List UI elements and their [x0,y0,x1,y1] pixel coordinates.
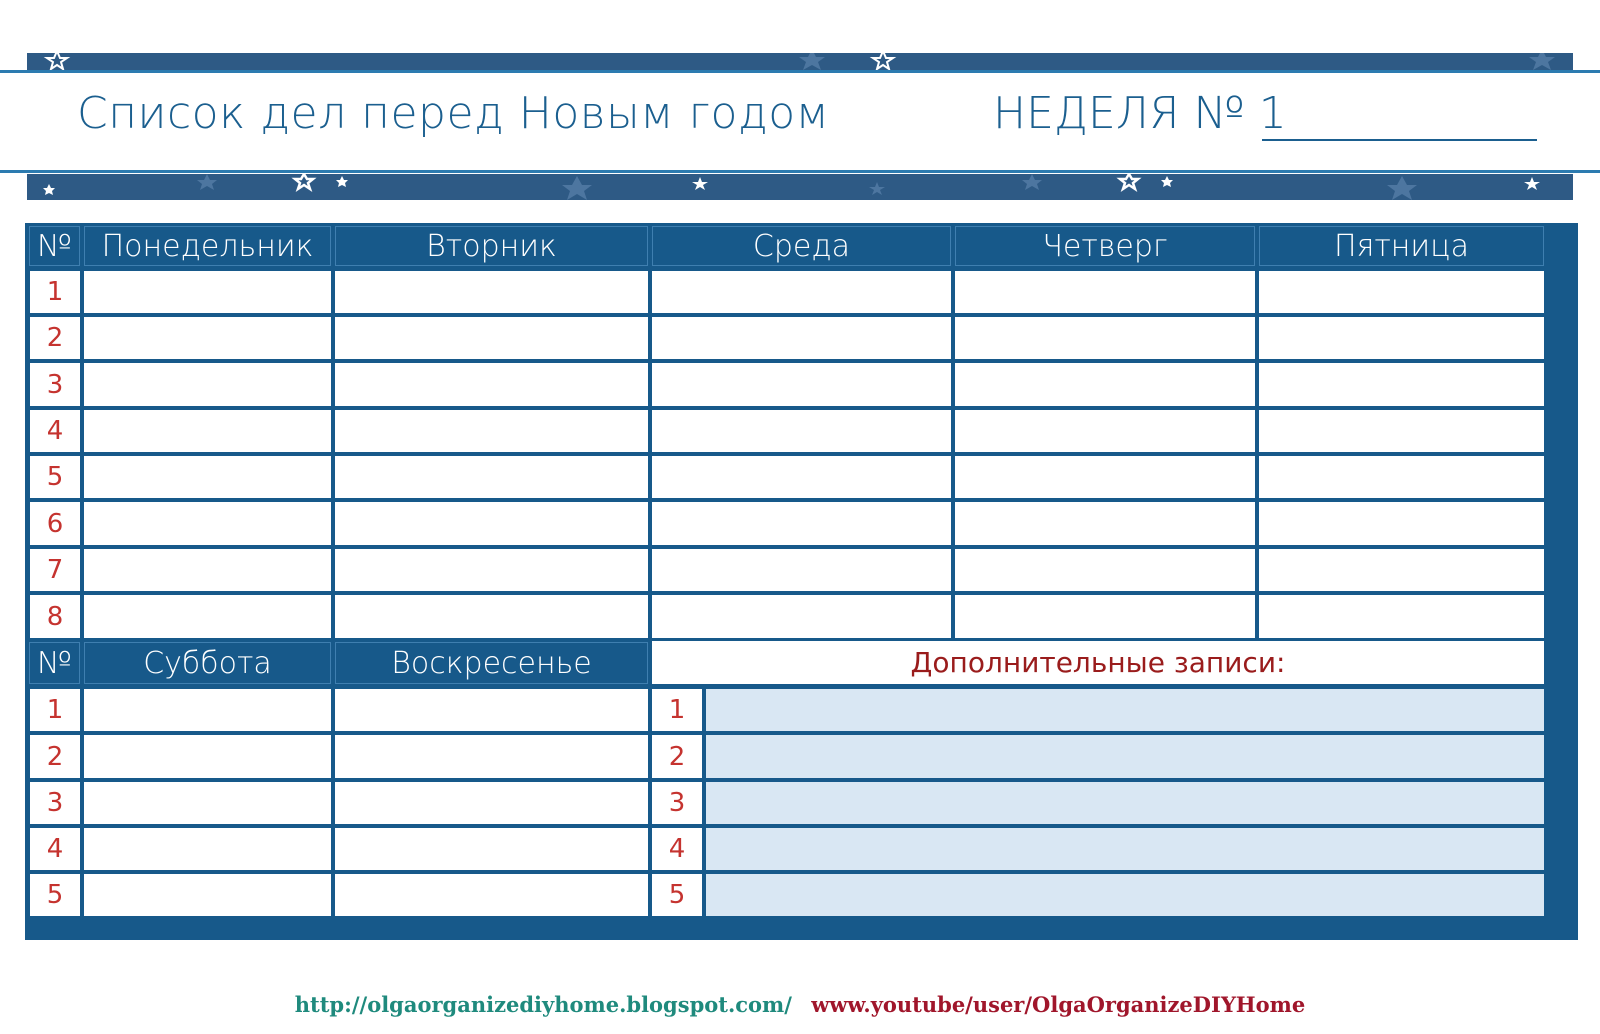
week-label: НЕДЕЛЯ № 1 [993,88,1287,139]
day-header-5: Пятница [1259,226,1544,266]
number-column-header: № [29,226,80,266]
notes-row-number: 2 [652,735,702,778]
task-cell[interactable] [1259,317,1544,359]
weekend-task-cell[interactable] [84,735,331,778]
star-icon [1120,174,1138,189]
day-header-2: Вторник [335,226,648,266]
task-cell[interactable] [1259,456,1544,498]
weekend-row-number: 3 [30,782,80,824]
blog-link[interactable]: http://olgaorganizediyhome.blogspot.com/ [294,992,792,1017]
task-cell[interactable] [84,549,331,591]
weekend-day-header-1: Суббота [84,642,331,684]
task-cell[interactable] [1259,271,1544,313]
task-cell[interactable] [84,410,331,452]
weekend-day-header-2: Воскресенье [335,642,648,684]
header-band-top [27,53,1573,71]
row-number: 7 [30,549,80,591]
weekend-task-cell[interactable] [84,689,331,731]
notes-cell[interactable] [706,735,1544,778]
task-cell[interactable] [955,363,1255,406]
notes-cell[interactable] [706,828,1544,870]
task-cell[interactable] [84,317,331,359]
task-cell[interactable] [1259,595,1544,638]
task-cell[interactable] [335,317,648,359]
star-icon [197,174,217,190]
weekend-task-cell[interactable] [335,828,648,870]
row-number: 4 [30,410,80,452]
task-cell[interactable] [955,549,1255,591]
header-rule-bottom [0,170,1600,173]
weekend-number-header: № [29,642,80,684]
task-cell[interactable] [652,271,951,313]
weekend-task-cell[interactable] [84,828,331,870]
notes-title: Дополнительные записи: [652,641,1544,684]
star-icon [562,176,592,200]
task-cell[interactable] [1259,410,1544,452]
star-icon [47,53,67,69]
star-icon [692,177,708,190]
week-blank-line[interactable] [1262,139,1537,141]
weekend-row-number: 2 [30,735,80,778]
page-title: Список дел перед Новым годом [77,88,830,139]
task-cell[interactable] [652,317,951,359]
notes-row-number: 1 [652,689,702,731]
task-cell[interactable] [955,410,1255,452]
task-cell[interactable] [84,595,331,638]
weekend-task-cell[interactable] [335,782,648,824]
weekend-row-number: 4 [30,828,80,870]
header-rule-top [0,70,1600,73]
task-cell[interactable] [335,549,648,591]
day-header-3: Среда [652,226,951,266]
task-cell[interactable] [84,271,331,313]
notes-cell[interactable] [706,874,1544,916]
star-icon [295,174,313,189]
task-cell[interactable] [652,456,951,498]
stars-pattern-bottom [27,174,1573,200]
task-cell[interactable] [955,317,1255,359]
footer-links [0,992,1600,1017]
notes-cell[interactable] [706,689,1544,731]
row-number: 5 [30,456,80,498]
task-cell[interactable] [84,502,331,545]
row-number: 6 [30,502,80,545]
task-cell[interactable] [652,363,951,406]
stars-pattern-top [27,53,1573,71]
star-icon [1022,174,1042,190]
row-number: 2 [30,317,80,359]
weekend-task-cell[interactable] [335,874,648,916]
star-icon [336,176,348,187]
task-cell[interactable] [652,502,951,545]
task-cell[interactable] [335,456,648,498]
star-icon [873,53,893,69]
task-cell[interactable] [335,502,648,545]
star-icon [799,53,825,70]
notes-row-number: 4 [652,828,702,870]
task-cell[interactable] [335,595,648,638]
task-cell[interactable] [335,271,648,313]
task-cell[interactable] [1259,502,1544,545]
star-icon [1161,176,1173,187]
weekend-row-number: 1 [30,689,80,731]
weekend-task-cell[interactable] [335,735,648,778]
weekend-row-number: 5 [30,874,80,916]
notes-row-number: 5 [652,874,702,916]
star-icon [869,182,885,195]
task-cell[interactable] [335,363,648,406]
star-icon [1524,177,1540,190]
weekend-task-cell[interactable] [335,689,648,731]
task-cell[interactable] [955,271,1255,313]
notes-cell[interactable] [706,782,1544,824]
weekend-task-cell[interactable] [84,782,331,824]
row-number: 1 [30,271,80,313]
day-header-1: Понедельник [84,226,331,266]
task-cell[interactable] [84,363,331,406]
task-cell[interactable] [955,456,1255,498]
notes-row-number: 3 [652,782,702,824]
row-number: 3 [30,363,80,406]
task-cell[interactable] [1259,549,1544,591]
task-cell[interactable] [84,456,331,498]
task-cell[interactable] [652,595,951,638]
task-cell[interactable] [652,549,951,591]
star-icon [1529,53,1555,70]
task-cell[interactable] [955,595,1255,638]
header-band-bottom [27,174,1573,200]
star-icon [1387,176,1417,200]
day-header-4: Четверг [955,226,1255,266]
star-icon [43,184,55,195]
weekend-task-cell[interactable] [84,874,331,916]
youtube-link[interactable]: www.youtube/user/OlgaOrganizeDIYHome [811,992,1306,1017]
planner-grid [25,223,1578,940]
task-cell[interactable] [335,410,648,452]
task-cell[interactable] [652,410,951,452]
row-number: 8 [30,595,80,638]
task-cell[interactable] [955,502,1255,545]
task-cell[interactable] [1259,363,1544,406]
